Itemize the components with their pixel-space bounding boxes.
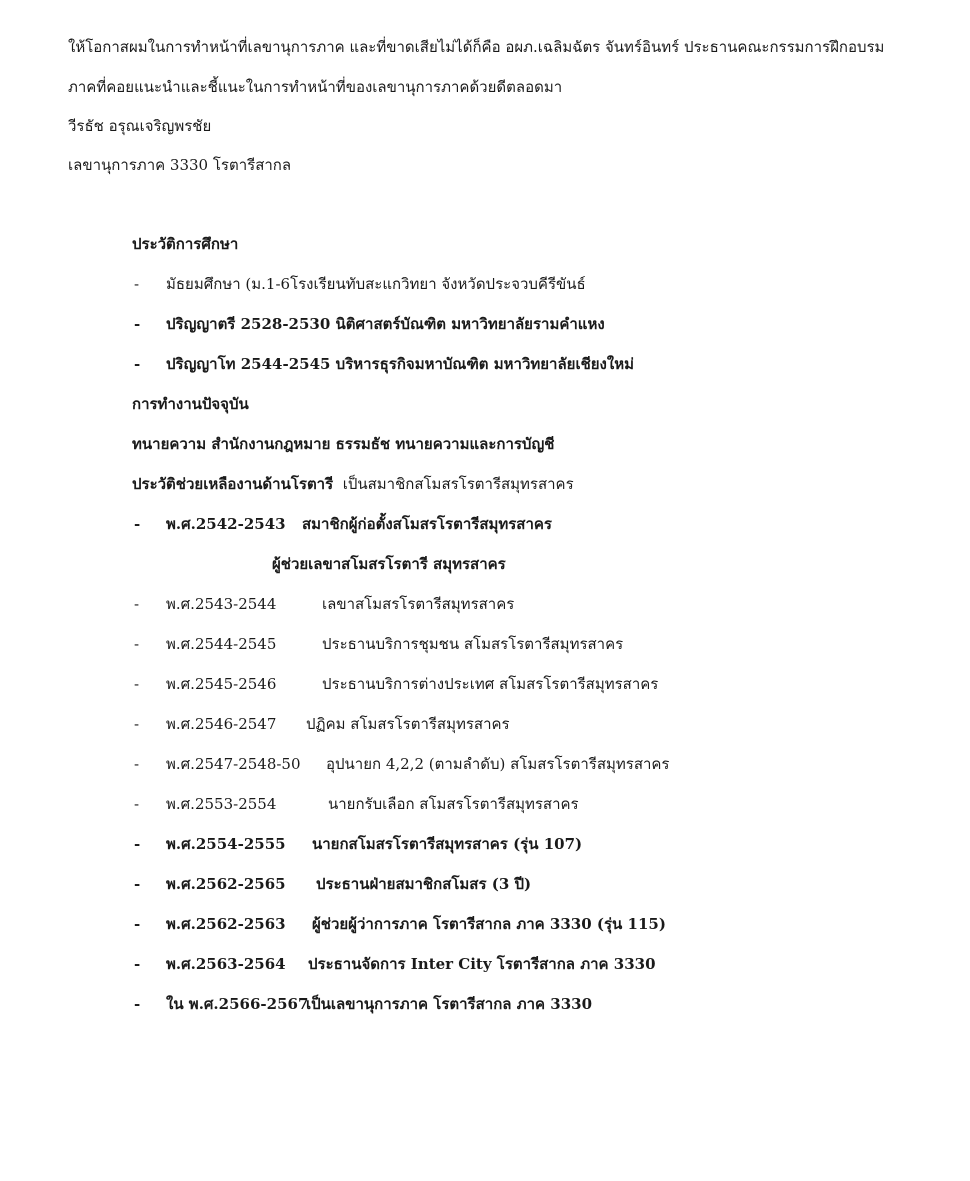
bullet-dash: - [134, 675, 140, 693]
rotary-role: นายกรับเลือก สโมสรโรตารีสมุทรสาคร [328, 795, 579, 813]
rotary-role: สมาชิกผู้ก่อตั้งสโมสรโรตารีสมุทรสาคร [302, 515, 552, 533]
rotary-role: ประธานบริการชุมชน สโมสรโรตารีสมุทรสาคร [322, 635, 624, 653]
bullet-dash: - [134, 715, 140, 733]
rotary-role: ประธานจัดการ Inter City โรตารีสากล ภาค 3330 [308, 955, 656, 973]
rotary-heading-row [132, 474, 574, 494]
education-item: ปริญญาโท 2544-2545 บริหารธุรกิจมหาบัณฑิต มหาวิทยาลัยเชียงใหม่ [166, 355, 634, 373]
rotary-role: ประธานบริการต่างประเทศ สโมสรโรตารีสมุทรสาคร [322, 675, 659, 693]
bullet-dash: - [134, 315, 141, 333]
rotary-role: อุปนายก 4,2,2 (ตามลำดับ) สโมสรโรตารีสมุทรสาคร [326, 755, 670, 773]
rotary-role: นายกสโมสรโรตารีสมุทรสาคร (รุ่น 107) [312, 835, 583, 853]
rotary-year: พ.ศ.2543-2544 [166, 595, 277, 613]
work-heading: การทำงานปัจจุบัน [132, 395, 249, 413]
rotary-year: พ.ศ.2542-2543 [166, 515, 286, 533]
bullet-dash: - [134, 915, 141, 933]
rotary-role: ผู้ช่วยผู้ว่าการภาค โรตารีสากล ภาค 3330 (รุ่น 115) [312, 915, 666, 933]
work-text: ทนายความ สำนักงานกฎหมาย ธรรมธัช ทนายความและการบัญชี [132, 435, 555, 453]
bullet-dash: - [134, 595, 140, 613]
rotary-year: พ.ศ.2562-2565 [166, 875, 286, 893]
rotary-year: พ.ศ.2563-2564 [166, 955, 286, 973]
education-item: ปริญญาตรี 2528-2530 นิติศาสตร์บัณฑิต มหาวิทยาลัยรามคำแหง [166, 315, 605, 333]
rotary-year: ใน พ.ศ.2566-2567 [166, 995, 309, 1013]
rotary-heading-suffix: เป็นสมาชิกสโมสรโรตารีสมุทรสาคร [342, 475, 574, 493]
bullet-dash: - [134, 995, 141, 1013]
bullet-dash: - [134, 635, 140, 653]
rotary-year: พ.ศ.2544-2545 [166, 635, 277, 653]
rotary-year: พ.ศ.2546-2547 [166, 715, 277, 733]
bullet-dash: - [134, 835, 141, 853]
bullet-dash: - [134, 355, 141, 373]
bullet-dash: - [134, 275, 140, 293]
rotary-role: ผู้ช่วยเลขาสโมสรโรตารี สมุทรสาคร [272, 555, 506, 573]
rotary-year: พ.ศ.2554-2555 [166, 835, 286, 853]
education-item: มัธยมศึกษา (ม.1-6โรงเรียนทับสะแกวิทยา จังหวัดประจวบคีรีขันธ์ [166, 275, 586, 293]
rotary-role: เป็นเลขานุการภาค โรตารีสากล ภาค 3330 [306, 995, 593, 1013]
rotary-year: พ.ศ.2553-2554 [166, 795, 277, 813]
rotary-year: พ.ศ.2545-2546 [166, 675, 277, 693]
rotary-role: เลขาสโมสรโรตารีสมุทรสาคร [322, 595, 515, 613]
bullet-dash: - [134, 515, 141, 533]
education-heading: ประวัติการศึกษา [132, 235, 239, 253]
bullet-dash: - [134, 955, 141, 973]
bullet-dash: - [134, 795, 140, 813]
intro-line-1: ให้โอกาสผมในการทำหน้าที่เลขานุการภาค และที่ขาดเสียไม่ได้ก็คือ อผภ.เฉลิมฉัตร จันทร์อินทร์ ประธานคณะกรรมการฝึกอบรม [68, 38, 885, 56]
signature-title: เลขานุการภาค 3330 โรตารีสากล [68, 156, 292, 174]
signature-name: วีรธัช อรุณเจริญพรชัย [68, 117, 212, 135]
rotary-role: ประธานฝ่ายสมาชิกสโมสร (3 ปี) [316, 875, 532, 893]
rotary-year: พ.ศ.2562-2563 [166, 915, 286, 933]
intro-line-2: ภาคที่คอยแนะนำและชี้แนะในการทำหน้าที่ของเลขานุการภาคด้วยดีตลอดมา [68, 78, 563, 96]
rotary-year: พ.ศ.2547-2548-50 [166, 755, 301, 773]
rotary-role: ปฏิคม สโมสรโรตารีสมุทรสาคร [306, 715, 510, 733]
bullet-dash: - [134, 875, 141, 893]
rotary-heading: ประวัติช่วยเหลืองานด้านโรตารี [132, 475, 334, 493]
bullet-dash: - [134, 755, 140, 773]
